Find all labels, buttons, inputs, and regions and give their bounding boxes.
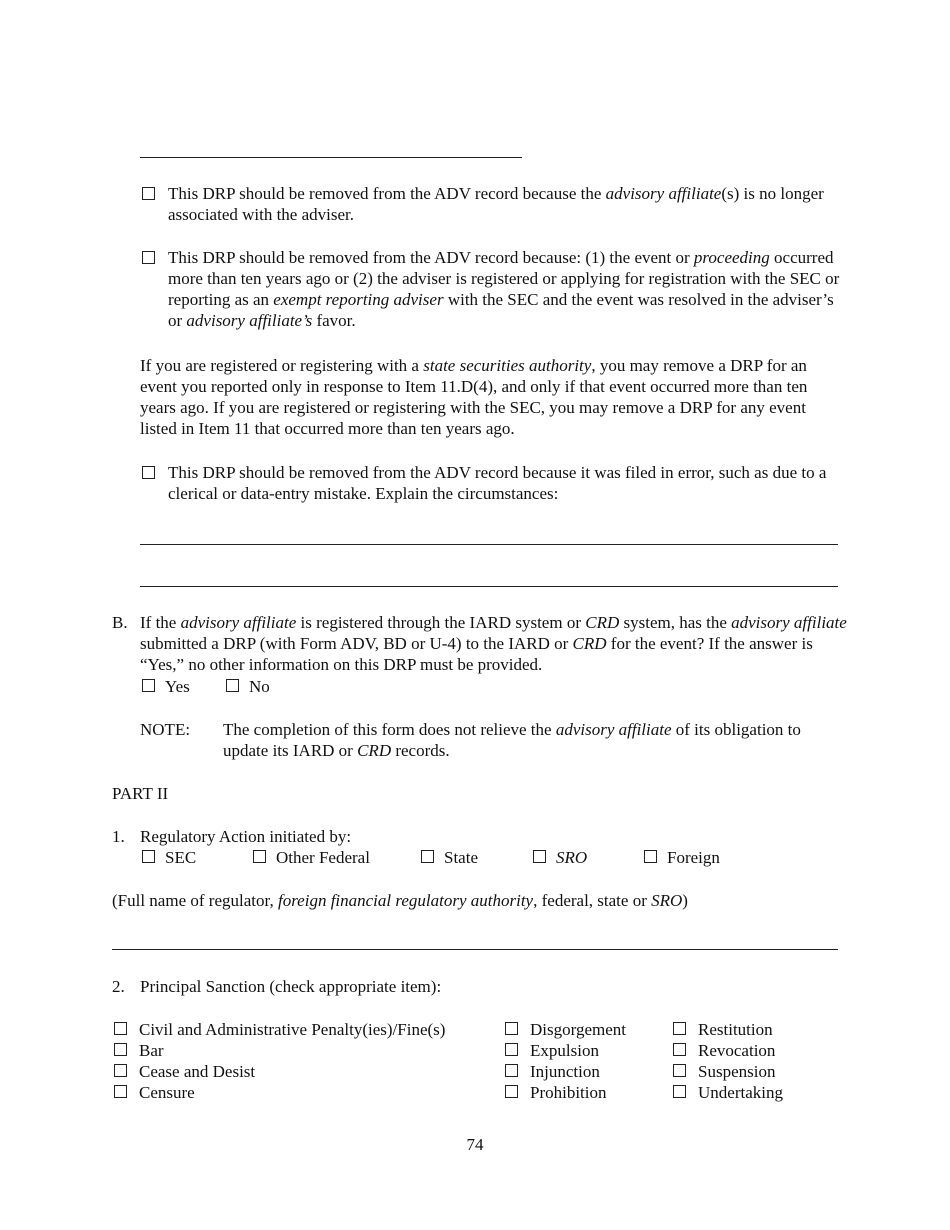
removal-option-3-text: This DRP should be removed from the ADV record because it was filed in error, such as due to a clerical or data-entry mistake. Explain the circumstances: bbox=[168, 463, 827, 503]
section-b-no-option[interactable]: No bbox=[226, 676, 270, 697]
sanction-checkbox[interactable] bbox=[673, 1085, 686, 1098]
sanction-checkbox[interactable] bbox=[114, 1085, 127, 1098]
sanction-civil-penalty[interactable]: Civil and Administrative Penalty(ies)/Fine(s) bbox=[114, 1019, 445, 1040]
sanction-disgorgement[interactable]: Disgorgement bbox=[505, 1019, 626, 1040]
q1-label: Regulatory Action initiated by: bbox=[140, 827, 352, 846]
section-b-yes-checkbox[interactable] bbox=[142, 679, 155, 692]
sanction-checkbox[interactable] bbox=[673, 1022, 686, 1035]
sanction-undertaking[interactable]: Undertaking bbox=[673, 1082, 783, 1103]
sanction-checkbox[interactable] bbox=[114, 1064, 127, 1077]
sanction-injunction[interactable]: Injunction bbox=[505, 1061, 600, 1082]
note-label: NOTE: bbox=[140, 720, 191, 739]
q2-number: 2. bbox=[112, 977, 125, 996]
sanction-checkbox[interactable] bbox=[505, 1022, 518, 1035]
part-ii-heading: PART II bbox=[112, 784, 169, 803]
sanction-expulsion[interactable]: Expulsion bbox=[505, 1040, 599, 1061]
explanation-line-1[interactable] bbox=[140, 544, 838, 545]
initiator-option-other-federal[interactable]: Other Federal bbox=[253, 847, 370, 868]
sanction-prohibition[interactable]: Prohibition bbox=[505, 1082, 607, 1103]
removal-option-1-checkbox[interactable] bbox=[142, 187, 155, 200]
section-b-no-checkbox[interactable] bbox=[226, 679, 239, 692]
explanation-line-2[interactable] bbox=[140, 586, 838, 587]
initiator-option-state[interactable]: State bbox=[421, 847, 478, 868]
initiator-sec-checkbox[interactable] bbox=[142, 850, 155, 863]
initiator-state-checkbox[interactable] bbox=[421, 850, 434, 863]
sanction-checkbox[interactable] bbox=[505, 1085, 518, 1098]
removal-option-2-checkbox[interactable] bbox=[142, 251, 155, 264]
sanction-checkbox[interactable] bbox=[114, 1043, 127, 1056]
initiator-option-sro[interactable]: SRO bbox=[533, 847, 587, 868]
sanction-censure[interactable]: Censure bbox=[114, 1082, 195, 1103]
q2-label: Principal Sanction (check appropriate item): bbox=[140, 977, 442, 996]
initiator-option-foreign[interactable]: Foreign bbox=[644, 847, 720, 868]
sanction-checkbox[interactable] bbox=[673, 1043, 686, 1056]
sanction-suspension[interactable]: Suspension bbox=[673, 1061, 775, 1082]
removal-guidance-paragraph: If you are registered or registering with a state securities authority, you may remove a DRP for an event you reported only in response to Item 11.D(4), and only if that event occurred more than ten years ago. If you are registered or registering with the SEC, you may remove a DRP for any event listed in Item 11 that occurred more than ten years ago. bbox=[140, 356, 808, 438]
initiator-foreign-checkbox[interactable] bbox=[644, 850, 657, 863]
removal-option-2-text: This DRP should be removed from the ADV record because: (1) the event or proceeding occurred more than ten years ago or (2) the adviser is registered or applying for registration with the SEC or reporting as an exempt reporting adviser with the SEC and the event was resolved in the adviser’s or advisory affiliate’s favor. bbox=[168, 248, 840, 330]
regulator-name-line[interactable] bbox=[112, 949, 838, 950]
sanction-checkbox[interactable] bbox=[673, 1064, 686, 1077]
section-b-yes-option[interactable]: Yes bbox=[142, 676, 190, 697]
page-number: 74 bbox=[466, 1135, 484, 1154]
section-b-question: If the advisory affiliate is registered through the IARD system or CRD system, has the advisory affiliate submitted a DRP (with Form ADV, BD or U-4) to the IARD or CRD for the event? If the answer is “Yes,” no other information on this DRP must be provided. bbox=[140, 613, 847, 674]
removal-option-1-text: This DRP should be removed from the ADV record because the advisory affiliate(s) is no longer associated with the adviser. bbox=[168, 184, 824, 224]
top-rule bbox=[140, 157, 522, 158]
sanction-bar[interactable]: Bar bbox=[114, 1040, 164, 1061]
note-text: The completion of this form does not relieve the advisory affiliate of its obligation to update its IARD or CRD records. bbox=[223, 720, 801, 760]
initiator-other-federal-checkbox[interactable] bbox=[253, 850, 266, 863]
sanction-restitution[interactable]: Restitution bbox=[673, 1019, 773, 1040]
sanction-revocation[interactable]: Revocation bbox=[673, 1040, 775, 1061]
initiator-option-sec[interactable]: SEC bbox=[142, 847, 196, 868]
sanction-checkbox[interactable] bbox=[505, 1064, 518, 1077]
initiator-sro-checkbox[interactable] bbox=[533, 850, 546, 863]
sanction-cease-and-desist[interactable]: Cease and Desist bbox=[114, 1061, 255, 1082]
regulator-name-instruction: (Full name of regulator, foreign financial regulatory authority, federal, state or SRO) bbox=[112, 891, 688, 910]
q1-number: 1. bbox=[112, 827, 125, 846]
sanction-checkbox[interactable] bbox=[505, 1043, 518, 1056]
removal-option-3-checkbox[interactable] bbox=[142, 466, 155, 479]
sanction-checkbox[interactable] bbox=[114, 1022, 127, 1035]
section-b-label: B. bbox=[112, 613, 128, 632]
